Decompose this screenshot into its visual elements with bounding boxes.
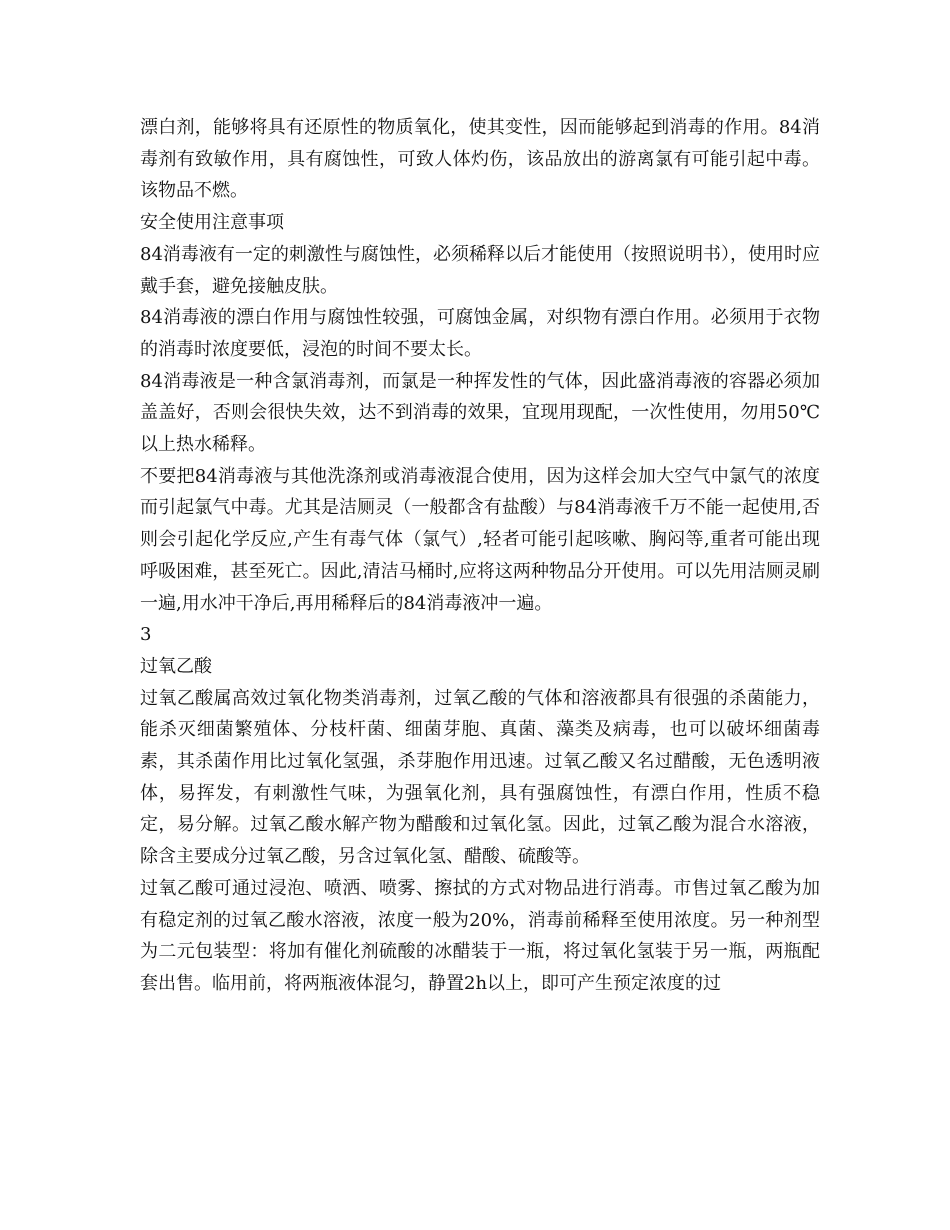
paragraph-corrosion: 84消毒液的漂白作用与腐蚀性较强，可腐蚀金属，对织物有漂白作用。必须用于衣物的消毒时浓度要低，浸泡的时间不要太长。 (140, 307, 820, 360)
paragraph-peracetic-properties: 过氧乙酸属高效过氧化物类消毒剂，过氧乙酸的气体和溶液都具有很强的杀菌能力，能杀灭细菌繁殖体、分枝杆菌、细菌芽胞、真菌、藻类及病毒，也可以破坏细菌毒素，其杀菌作用比过氧化氢强，杀芽胞作用迅速。过氧乙酸又名过醋酸，无色透明液体，易挥发，有刺激性气味，为强氧化剂，具有强腐蚀性，有漂白作用，性质不稳定，易分解。过氧乙酸水解产物为醋酸和过氧化氢。因此，过氧乙酸为混合水溶液，除含主要成分过氧乙酸，另含过氧化氢、醋酸、硫酸等。 (140, 687, 820, 868)
paragraph-no-mixing: 不要把84消毒液与其他洗涤剂或消毒液混合使用，因为这样会加大空气中氯气的浓度而引起氯气中毒。尤其是洁厕灵（一般都含有盐酸）与84消毒液千万不能一起使用,否则会引起化学反应,产生有毒气体（氯气）,轻者可能引起咳嗽、胸闷等,重者可能出现呼吸困难，甚至死亡。因此,清洁马桶时,应将这两种物品分开使用。可以先用洁厕灵刷一遍,用水冲干净后,再用稀释后的84消毒液冲一遍。 (140, 465, 820, 614)
heading-safety-notes: 安全使用注意事项 (140, 212, 284, 234)
paragraph-peracetic-usage: 过氧乙酸可通过浸泡、喷洒、喷雾、擦拭的方式对物品进行消毒。市售过氧乙酸为加有稳定剂的过氧乙酸水溶液，浓度一般为20%，消毒前稀释至使用浓度。另一种剂型为二元包装型：将加有催化剂硫酸的冰醋装于一瓶，将过氧化氢装于另一瓶，两瓶配套出售。临用前，将两瓶液体混匀，静置2h以上，即可产生预定浓度的过 (140, 877, 820, 994)
section-number: 3 (140, 624, 152, 646)
heading-peracetic-acid: 过氧乙酸 (140, 655, 212, 677)
paragraph-irritation: 84消毒液有一定的刺激性与腐蚀性，必须稀释以后才能使用（按照说明书），使用时应戴手套，避免接触皮肤。 (140, 243, 820, 297)
document-body (140, 112, 820, 1000)
paragraph-chlorine-volatile: 84消毒液是一种含氯消毒剂，而氯是一种挥发性的气体，因此盛消毒液的容器必须加盖盖好，否则会很快失效，达不到消毒的效果，宜现用现配，一次性使用，勿用50℃以上热水稀释。 (140, 370, 820, 456)
paragraph-bleach-intro: 漂白剂，能够将具有还原性的物质氧化，使其变性，因而能够起到消毒的作用。84消毒剂有致敏作用，具有腐蚀性，可致人体灼伤，该品放出的游离氯有可能引起中毒。该物品不燃。 (140, 117, 820, 202)
